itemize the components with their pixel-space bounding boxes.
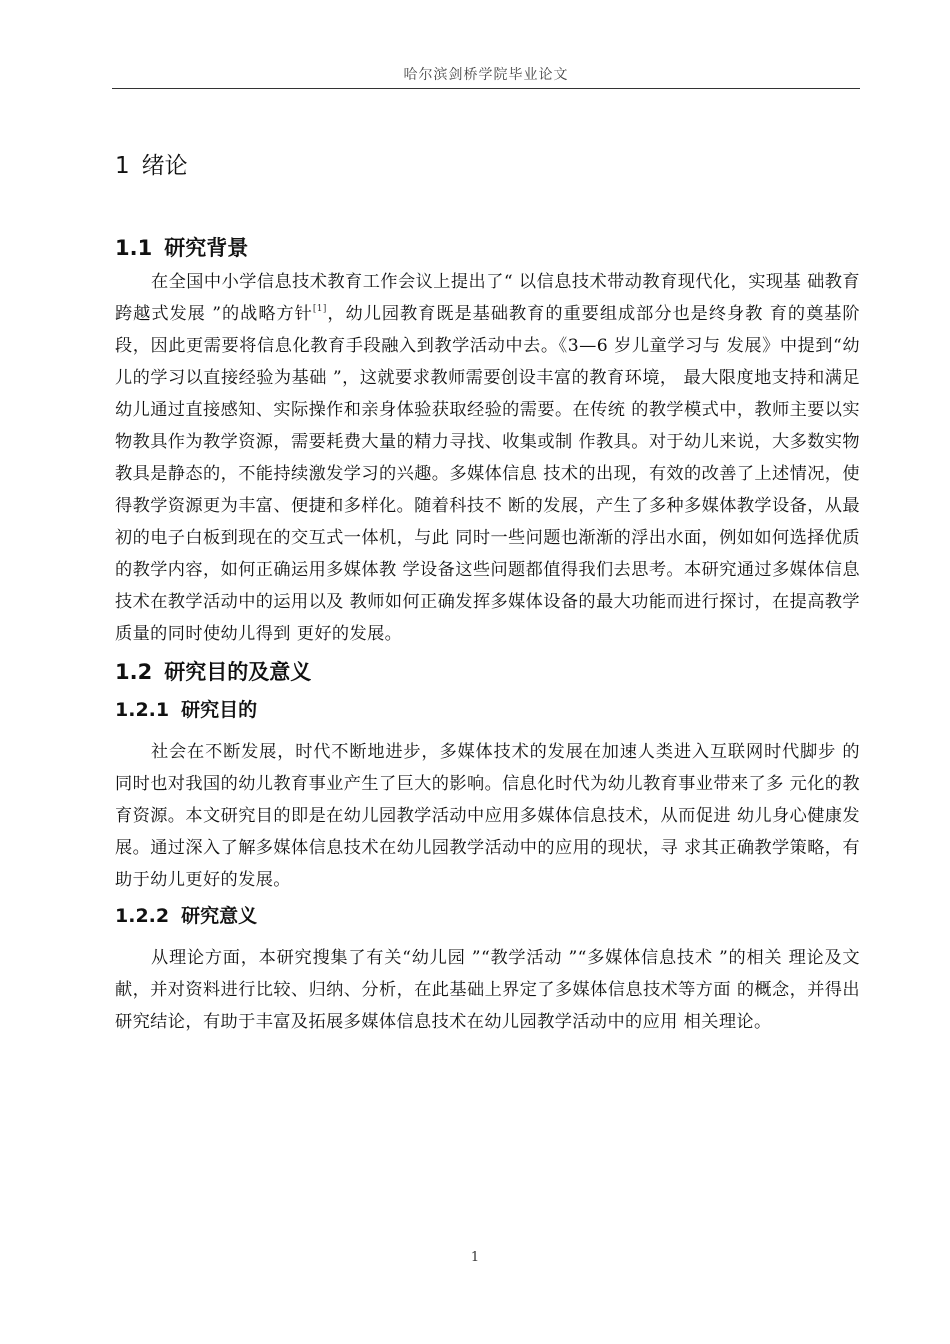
subsection-number: 1.2.2 [115, 905, 170, 927]
subsection-number: 1.2.1 [115, 699, 170, 721]
page-content [115, 140, 860, 1038]
subsection-title: 研究意义 [181, 905, 258, 927]
paragraph-research-purpose: 社会在不断发展，时代不断地进步，多媒体技术的发展在加速人类进入互联网时代脚步 的同时也对我国的幼儿教育事业产生了巨大的影响。信息化时代为幼儿教育事业带来了多 元化的教育资源。本文研究目的即是在幼儿园教学活动中应用多媒体信息技术，从而促进 幼儿身心健康发展。通过深入了解多媒体信息技术在幼儿园教学活动中的应用的现状，寻 求其正确教学策略，有助于幼儿更好的发展。 [115, 742, 860, 890]
section-heading-1-1 [115, 230, 860, 266]
section-number: 1.2 [115, 660, 153, 684]
spacer [115, 726, 860, 736]
citation-reference: [1] [312, 304, 327, 314]
subsection-heading-1-2-2 [115, 900, 860, 932]
section-number: 1.1 [115, 236, 153, 260]
chapter-number: 1 [115, 153, 130, 179]
section-title: 研究目的及意义 [164, 660, 312, 684]
page-number: 1 [470, 1250, 480, 1265]
paragraph-text-part-2: ，幼儿园教育既是基础教育的重要组成部分也是终身教 育的奠基阶段，因此更需要将信息化教育手段融入到教学活动中去。《3—6 岁儿童学习与 发展》中提到“幼儿的学习以直接经验为基础 ”，这就要求教师需要创设丰富的教育环境， 最大限度地支持和满足幼儿通过直接感知、实际操作和亲身体验获取经验的需要。在传统 的教学模式中，教师主要以实物教具作为教学资源，需要耗费大量的精力寻找、收集或制 作教具。对于幼儿来说，大多数实物教具是静态的，不能持续激发学习的兴趣。多媒体信息 技术的出现，有效的改善了上述情况，使得教学资源更为丰富、便捷和多样化。随着科技不 断的发展，产生了多种多媒体教学设备，从最初的电子白板到现在的交互式一体机，与此 同时一些问题也渐渐的浮出水面，例如如何选择优质的教学内容，如何正确运用多媒体教 学设备这些问题都值得我们去思考。本研究通过多媒体信息技术在教学活动中的运用以及 教师如何正确发挥多媒体设备的最大功能而进行探讨，在提高教学质量的同时使幼儿得到 更好的发展。 [115, 304, 860, 644]
spacer [115, 932, 860, 942]
subsection-heading-1-2-1 [115, 694, 860, 726]
spacer [115, 192, 860, 230]
paragraph-research-significance: 从理论方面，本研究搜集了有关“幼儿园 ”“教学活动 ”“多媒体信息技术 ”的相关 理论及文献，并对资料进行比较、归纳、分析，在此基础上界定了多媒体信息技术等方面 的概念，并得出研究结论，有助于丰富及拓展多媒体信息技术在幼儿园教学活动中的应用 相关理论。 [115, 948, 860, 1032]
paragraph-text-part-1: 在全国中小学信息技术教育工作会议上提出了“ 以信息技术带动教育现代化，实现基 础教育跨越式发展 ”的战略方针 [115, 272, 860, 324]
chapter-title: 绪论 [141, 153, 188, 179]
paragraph-research-background [115, 266, 860, 650]
section-title: 研究背景 [164, 236, 249, 260]
section-heading-1-2 [115, 654, 860, 690]
header-divider [112, 88, 860, 89]
subsection-title: 研究目的 [181, 699, 258, 721]
chapter-heading [115, 140, 860, 192]
running-header: 哈尔滨剑桥学院毕业论文 [403, 67, 569, 83]
